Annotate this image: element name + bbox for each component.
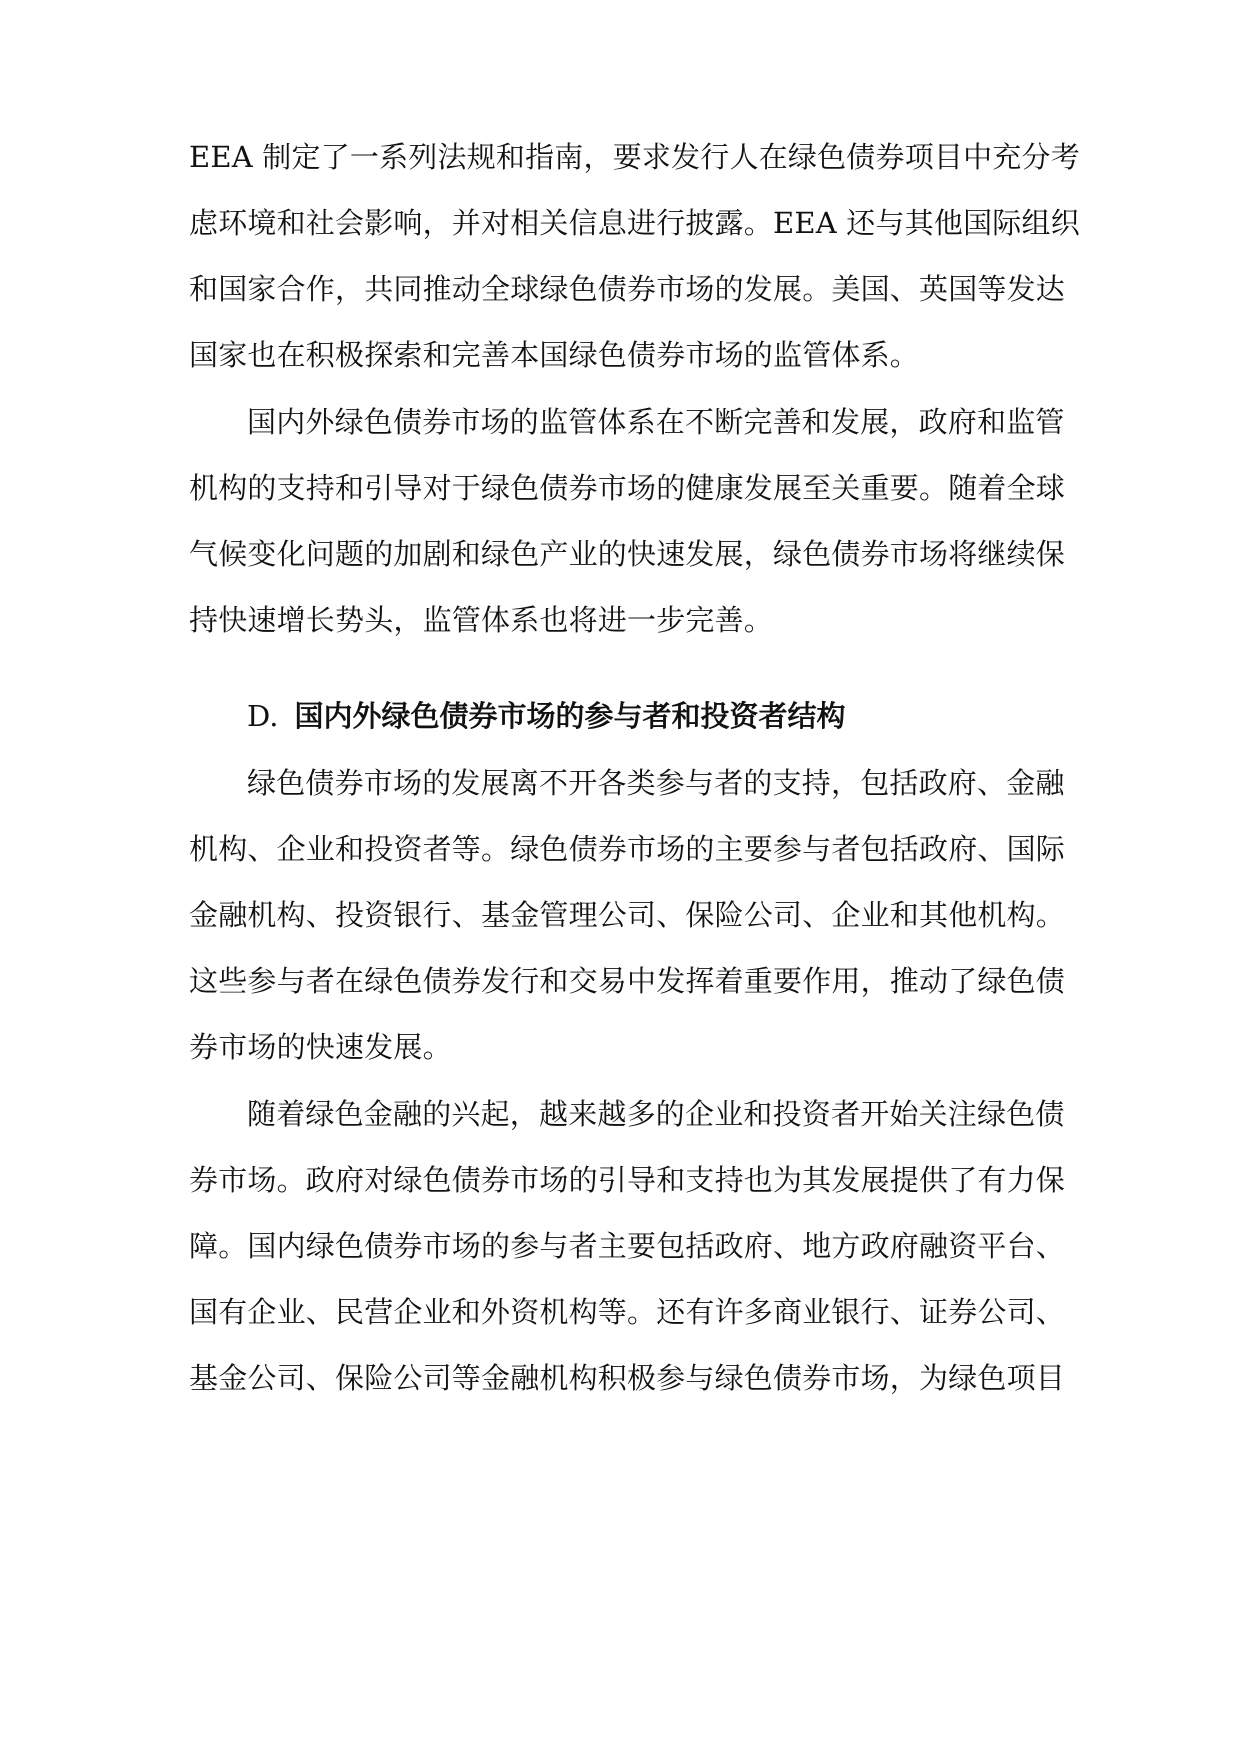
paragraph-line: EEA 制定了一系列法规和指南，要求发行人在绿色债券项目中充分考 — [189, 140, 1080, 174]
paragraph-line: 金融机构、投资银行、基金管理公司、保险公司、企业和其他机构。 — [189, 898, 1066, 932]
paragraph-line: 障。国内绿色债券市场的参与者主要包括政府、地方政府融资平台、 — [189, 1229, 1066, 1263]
paragraph-line: 券市场。政府对绿色债券市场的引导和支持也为其发展提供了有力保 — [189, 1163, 1066, 1197]
section-marker: D. — [247, 699, 279, 733]
paragraph-line: 气候变化问题的加剧和绿色产业的快速发展，绿色债券市场将继续保 — [189, 537, 1066, 571]
paragraph-line: 绿色债券市场的发展离不开各类参与者的支持，包括政府、金融 — [247, 766, 1065, 800]
paragraph-line: 基金公司、保险公司等金融机构积极参与绿色债券市场，为绿色项目 — [189, 1361, 1066, 1395]
paragraph-line: 国家也在积极探索和完善本国绿色债券市场的监管体系。 — [189, 338, 920, 372]
section-title: 国内外绿色债券市场的参与者和投资者结构 — [294, 699, 846, 733]
paragraph-line: 国有企业、民营企业和外资机构等。还有许多商业银行、证券公司、 — [189, 1295, 1066, 1329]
paragraph-line: 和国家合作，共同推动全球绿色债券市场的发展。美国、英国等发达 — [189, 272, 1066, 306]
paragraph-line: 机构、企业和投资者等。绿色债券市场的主要参与者包括政府、国际 — [189, 832, 1066, 866]
paragraph-line: 这些参与者在绿色债券发行和交易中发挥着重要作用，推动了绿色债 — [189, 964, 1066, 998]
paragraph-line: 机构的支持和引导对于绿色债券市场的健康发展至关重要。随着全球 — [189, 471, 1066, 505]
section-heading — [247, 696, 845, 736]
paragraph-line: 国内外绿色债券市场的监管体系在不断完善和发展，政府和监管 — [247, 405, 1065, 439]
paragraph-line: 虑环境和社会影响，并对相关信息进行披露。EEA 还与其他国际组织 — [189, 206, 1080, 240]
paragraph-line: 随着绿色金融的兴起，越来越多的企业和投资者开始关注绿色债 — [247, 1097, 1065, 1131]
paragraph-line: 持快速增长势头，监管体系也将进一步完善。 — [189, 603, 774, 637]
paragraph-line: 券市场的快速发展。 — [189, 1030, 452, 1064]
